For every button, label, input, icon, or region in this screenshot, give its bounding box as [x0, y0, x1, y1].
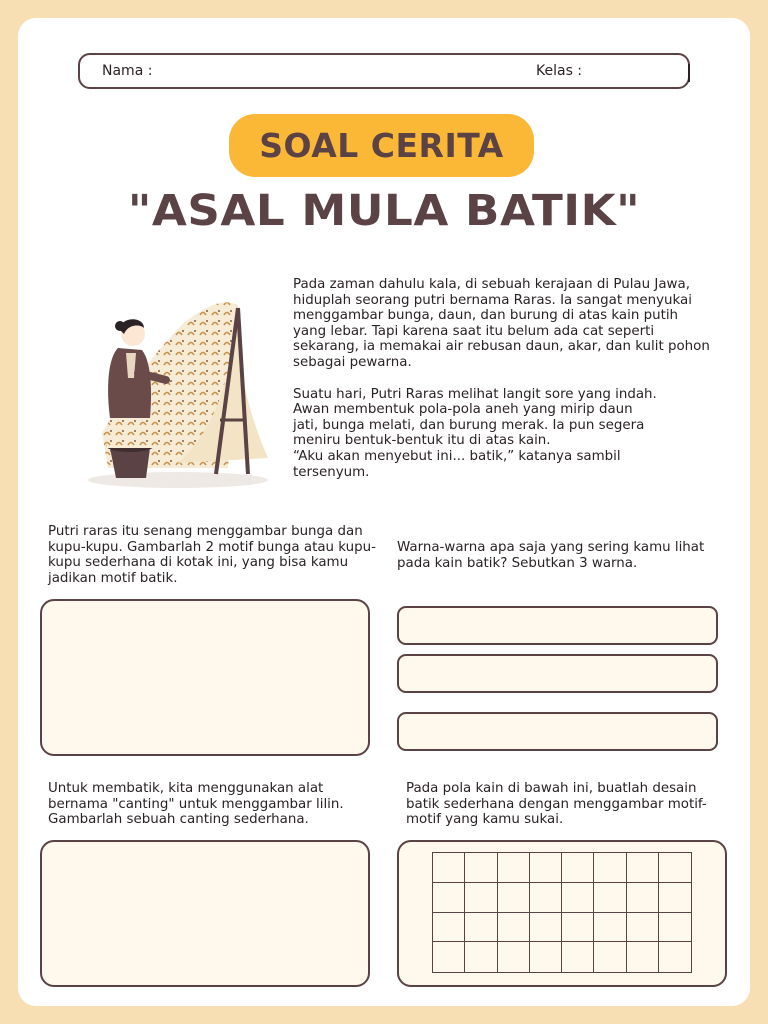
- grid-cell[interactable]: [433, 942, 465, 972]
- canting-drawing-box[interactable]: [40, 840, 370, 987]
- grid-cell[interactable]: [594, 913, 626, 943]
- worksheet-page: [18, 18, 750, 1006]
- grid-cell[interactable]: [465, 942, 497, 972]
- grid-cell[interactable]: [659, 883, 691, 913]
- question-3-text: Untuk membatik, kita menggunakan alat bernama "canting" untuk menggambar lilin. Gambarlah sebuah canting sederhana.: [48, 781, 344, 828]
- grid-cell[interactable]: [627, 883, 659, 913]
- story-text: [293, 277, 713, 496]
- grid-cell[interactable]: [498, 853, 530, 883]
- grid-cell[interactable]: [627, 942, 659, 972]
- story-line: “Aku akan menyebut ini... batik,” katanya sambil: [293, 448, 621, 464]
- story-line: Suatu hari, Putri Raras melihat langit sore yang indah.: [293, 386, 657, 402]
- grid-cell[interactable]: [465, 883, 497, 913]
- grid-cell[interactable]: [530, 942, 562, 972]
- name-class-bar[interactable]: [78, 53, 690, 89]
- grid-cell[interactable]: [659, 942, 691, 972]
- soal-cerita-badge: [229, 114, 534, 177]
- grid-cell[interactable]: [627, 913, 659, 943]
- story-line: meniru bentuk-bentuk itu di atas kain.: [293, 433, 551, 449]
- grid-cell[interactable]: [433, 883, 465, 913]
- grid-cell[interactable]: [594, 942, 626, 972]
- grid-cell[interactable]: [562, 883, 594, 913]
- story-paragraph-1: Pada zaman dahulu kala, di sebuah kerajaan di Pulau Jawa, hiduplah seorang putri bernama Raras. Ia sangat menyukai menggambar bunga, daun, dan burung di atas kain putih yang lebar. Tapi karena saat itu belum ada cat seperti sekarang, ia memakai air rebusan daun, akar, dan kulit pohon sebagai pewarna.: [293, 277, 710, 370]
- grid-cell[interactable]: [594, 853, 626, 883]
- grid-cell[interactable]: [498, 913, 530, 943]
- grid-cell[interactable]: [659, 913, 691, 943]
- question-4-text: Pada pola kain di bawah ini, buatlah desain batik sederhana dengan menggambar motif-motif yang kamu sukai.: [406, 781, 707, 828]
- story-line: jati, bunga melati, dan burung merak. Ia pun segera: [293, 417, 645, 433]
- grid-cell[interactable]: [562, 913, 594, 943]
- text-cursor: [688, 64, 690, 82]
- class-label: Kelas :: [536, 63, 583, 79]
- batik-maker-illustration: [78, 278, 278, 488]
- page-title: "ASAL MULA BATIK": [127, 186, 641, 236]
- color-answer-field-3[interactable]: [397, 712, 718, 751]
- story-line: Awan membentuk pola-pola aneh yang mirip daun: [293, 402, 633, 418]
- question-2-text: Warna-warna apa saja yang sering kamu lihat pada kain batik? Sebutkan 3 warna.: [397, 540, 705, 571]
- question-1-text: Putri raras itu senang menggambar bunga dan kupu-kupu. Gambarlah 2 motif bunga atau kupu-kupu sederhana di kotak ini, yang bisa kamu jadikan motif batik.: [48, 524, 376, 586]
- grid-cell[interactable]: [498, 883, 530, 913]
- grid-cell[interactable]: [530, 913, 562, 943]
- grid-cell[interactable]: [465, 913, 497, 943]
- grid-cell[interactable]: [659, 853, 691, 883]
- badge-label: SOAL CERITA: [259, 126, 504, 165]
- motif-drawing-box[interactable]: [40, 599, 370, 756]
- color-answer-field-2[interactable]: [397, 654, 718, 693]
- grid-cell[interactable]: [627, 853, 659, 883]
- grid-cell[interactable]: [433, 853, 465, 883]
- story-line: tersenyum.: [293, 464, 370, 480]
- grid-cell[interactable]: [562, 853, 594, 883]
- grid-cell[interactable]: [562, 942, 594, 972]
- grid-cell[interactable]: [433, 913, 465, 943]
- grid-cell[interactable]: [530, 883, 562, 913]
- grid-cell[interactable]: [498, 942, 530, 972]
- color-answer-field-1[interactable]: [397, 606, 718, 645]
- story-paragraph-2: [293, 387, 713, 481]
- batik-pattern-grid[interactable]: [432, 852, 692, 973]
- grid-cell[interactable]: [530, 853, 562, 883]
- grid-cell[interactable]: [465, 853, 497, 883]
- grid-cell[interactable]: [594, 883, 626, 913]
- name-label: Nama :: [102, 63, 153, 79]
